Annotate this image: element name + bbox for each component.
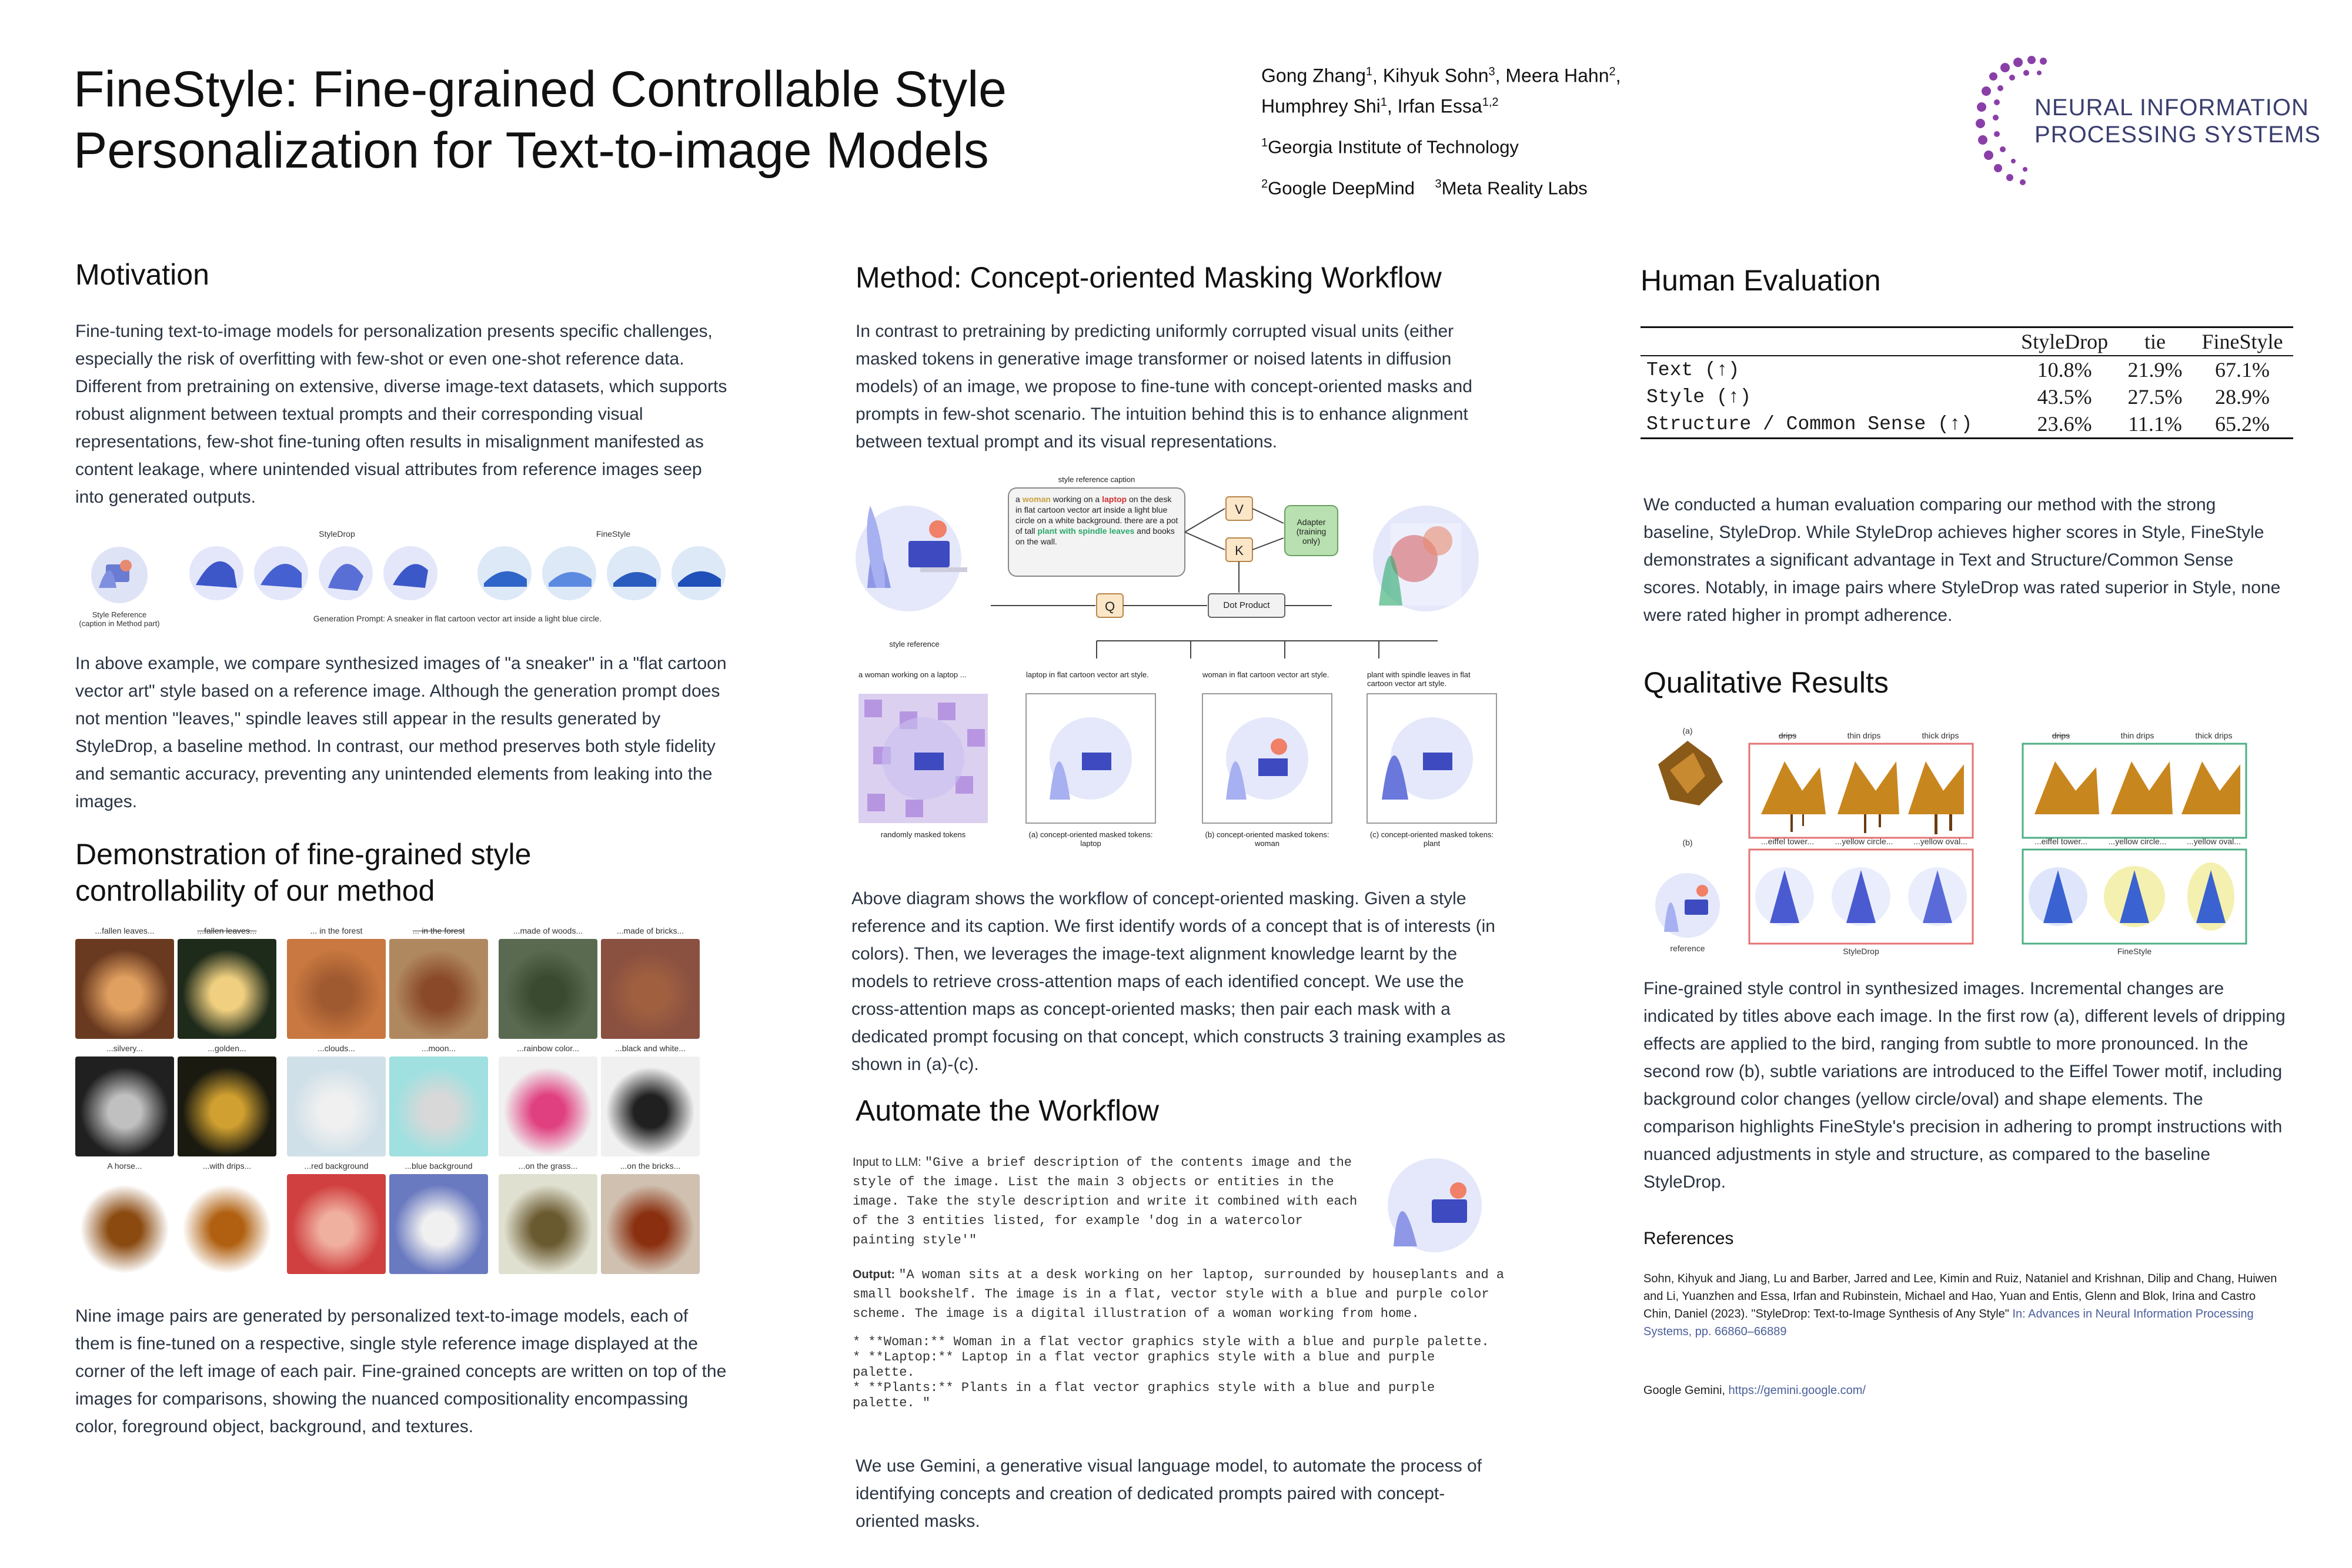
demo-heading-line-2: controllability of our method (75, 874, 435, 907)
caption-laptop: laptop (1102, 494, 1127, 504)
table-row (1641, 410, 2293, 437)
caption-mid-2: on the desk in flat cartoon vector art inside a light blue circle on a white background. there are a pot of tall (1015, 494, 1178, 536)
caption-end: and books on the wall. (1015, 526, 1175, 546)
diagram-k: K (1235, 543, 1244, 558)
poster-title (74, 59, 1132, 181)
fig-label-finestyle: FineStyle (596, 529, 631, 539)
qualitative-top-label: thin drips (1847, 731, 1881, 740)
row-b-label: (b) (1682, 838, 1693, 847)
demo-grid-label: ...silvery... (106, 1044, 143, 1053)
diagram-panel-top-label: plant with spindle leaves in flat cartoon vector art style. (1367, 670, 1471, 688)
demo-grid-label: ...golden... (208, 1044, 246, 1053)
demo-grid-image (389, 1174, 488, 1274)
table-cell: 11.1% (2128, 412, 2182, 436)
caption-mid-1: working on a (1050, 494, 1102, 504)
motivation-heading: Motivation (75, 258, 209, 291)
author-name: , Kihyuk Sohn (1372, 65, 1489, 86)
table-cell: 65.2% (2214, 412, 2270, 436)
llm-input-label: Input to LLM: (853, 1156, 921, 1169)
demo-grid-label: ...fallen leaves... (95, 926, 155, 935)
human-eval-para: We conducted a human evaluation comparing our method with the strong baseline, StyleDrop. While StyleDrop achieves higher scores in Style, FineStyle demonstrates a significant advantage in Text and Structure/Common Sense scores. Notably, in image pairs where StyleDrop was rated superior in Style, none were rated higher in prompt adherence. (1643, 495, 2281, 625)
aff-sup: 3 (1435, 177, 1442, 190)
qualitative-heading: Qualitative Results (1643, 666, 1889, 699)
author-sup: 1,2 (1482, 95, 1499, 109)
qualitative-top-label: drips (1778, 731, 1797, 740)
sneaker-figure (75, 529, 728, 635)
diagram-panel-top-label: laptop in flat cartoon vector art style. (1026, 670, 1149, 679)
demo-grid-image (601, 1057, 700, 1156)
reference-1 (1643, 1270, 2284, 1340)
qualitative-para: Fine-grained style control in synthesized images. Incremental changes are indicated by titles above each image. In the first row (a), different levels of dripping effects are applied to the bird, ranging from subtle to more pronounced. In the second row (b), subtle variations are introduced to the Eiffel Tower motif, including background color changes (yellow circle/oval) and shape elements. The comparison highlights FineStyle's precision in adhering to prompt instructions with nuanced adjustments in style and structure, as compared to the baseline StyleDrop. (1643, 979, 2286, 1192)
author-sup: 3 (1488, 65, 1495, 78)
demo-grid-label: ...fallen leaves... (197, 926, 257, 935)
aff-name: Georgia Institute of Technology (1268, 136, 1519, 158)
reference-1-text: Sohn, Kihyuk and Jiang, Lu and Barber, Jarred and Lee, Kimin and Ruiz, Nataniel and Krishnan, Dilip and Chang, Huiwen and Li, Yuanzhen and Essa, Irfan and Rubinstein, Michael and Hao, Yuan and Entis, Glenn and Blok, Irina and Castro Chin, Daniel (2023). "StyleDrop: Text-to-Image Synthesis of Any Style" (1643, 1272, 2277, 1320)
demo-grid-label: ...made of bricks... (616, 926, 684, 935)
demo-image-grid (75, 926, 710, 1279)
authors-block (1261, 59, 1708, 201)
diagram-panel-top-label: woman in flat cartoon vector art style. (1202, 670, 1329, 679)
author-name: Humphrey Shi (1261, 95, 1381, 117)
diagram-panel-bottom-label: (a) concept-oriented masked tokens: laptop (1028, 830, 1153, 848)
logo-line-2: PROCESSING SYSTEMS (2034, 122, 2321, 148)
demo-grid-image (601, 1174, 700, 1274)
references-heading: References (1643, 1229, 1734, 1248)
reference-2 (1643, 1382, 2284, 1399)
demo-grid-label: ...on the bricks... (620, 1161, 681, 1171)
diagram-dot-product: Dot Product (1223, 600, 1270, 610)
method-heading: Method: Concept-oriented Masking Workflow (856, 261, 1442, 294)
reference-2-link[interactable]: https://gemini.google.com/ (1728, 1384, 1866, 1397)
diagram-panel-bottom-label: (c) concept-oriented masked tokens: plant (1369, 830, 1494, 848)
demo-grid-image (601, 939, 700, 1039)
qualitative-bottom-label: ...yellow oval... (2187, 837, 2241, 846)
demo-grid-label: ...red background (304, 1161, 369, 1171)
author-sup: 2 (1609, 65, 1616, 78)
motivation-para-1: Fine-tuning text-to-image models for personalization presents specific challenges, especially the risk of overfitting with few-shot or even one-shot reference data. Different from pretraining on extensive, diverse image-text datasets, which supports robust alignment between textual prompts and their corresponding visual representations, few-shot fine-tuning often results in misalignment manifested as content leakage, where unintended visual attributes from reference images seep into generated outputs. (75, 322, 727, 507)
table-column-header: tie (2144, 330, 2166, 353)
author-sep: , (1615, 65, 1621, 86)
automate-io-block (853, 1152, 1541, 1411)
diagram-style-ref: style reference (889, 640, 940, 648)
demo-grid-label: ...made of woods... (513, 926, 583, 935)
table-cell: 67.1% (2214, 358, 2270, 382)
demo-grid-image (75, 1057, 174, 1156)
demo-grid-image (178, 1057, 276, 1156)
human-eval-table-wrap (1641, 326, 2293, 439)
logo-line-1: NEURAL INFORMATION (2034, 95, 2309, 121)
demo-grid-image (287, 1057, 386, 1156)
demo-grid-label: ...black and white... (615, 1044, 686, 1053)
llm-output-label: Output: (853, 1268, 896, 1281)
qualitative-top-label: thin drips (2120, 731, 2154, 740)
diagram-panel-bottom-label: (b) concept-oriented masked tokens: woman (1205, 830, 1329, 848)
diagram-v: V (1235, 502, 1244, 517)
aff-name: Google DeepMind (1268, 177, 1415, 198)
caption-plant: plant with spindle leaves (1037, 526, 1135, 536)
qualitative-figure (1643, 726, 2296, 961)
demo-grid-image (75, 939, 174, 1039)
diagram-q: Q (1104, 599, 1115, 614)
table-row-label: Structure / Common Sense (↑) (1646, 413, 1973, 435)
diagram-caption-text (1015, 494, 1179, 547)
llm-output-bullet: * **Woman:** Woman in a flat vector graphics style with a blue and purple palette. (853, 1335, 1489, 1349)
demo-grid-image (389, 1057, 488, 1156)
demo-grid-image (389, 939, 488, 1039)
demo-grid-image (499, 1174, 597, 1274)
author-name: , Irfan Essa (1387, 95, 1482, 117)
motivation-para-2: In above example, we compare synthesized images of "a sneaker" in a "flat cartoon vector art" style based on a reference image. Although the generation prompt does not mention "leaves," spindle leaves still appear in the results generated by StyleDrop, a baseline method. In contrast, our method preserves both style fidelity and semantic accuracy, preventing any unintended elements from leaking into the images. (75, 654, 727, 811)
group-styledrop-label: StyleDrop (1843, 947, 1879, 956)
llm-output-bullet: * **Laptop:** Laptop in a flat vector graphics style with a blue and purple palette. (853, 1350, 1435, 1380)
author-name: , Meera Hahn (1495, 65, 1609, 86)
llm-output (853, 1265, 1541, 1323)
table-rule-bottom (1641, 437, 2293, 439)
demo-grid-image (499, 1057, 597, 1156)
table-column-header: StyleDrop (2021, 330, 2109, 353)
demo-grid-image (287, 1174, 386, 1274)
authors-line-1 (1261, 59, 1708, 89)
method-para-2: Above diagram shows the workflow of concept-oriented masking. Given a style reference and its caption. We first identify words of a concept that is of interests (in colors). Then, we leverages the image-text alignment knowledge learnt by the models to retrieve cross-attention maps of each identified concept. We use the cross-attention maps as concept-oriented masks; then pair each mask with a dedicated prompt focusing on that concept, which constructs 3 training examples as shown in (a)-(c). (851, 889, 1506, 1074)
qualitative-top-label: thick drips (2195, 731, 2233, 740)
automate-heading: Automate the Workflow (856, 1094, 1159, 1127)
qualitative-bottom-label: ...yellow circle... (2108, 837, 2167, 846)
demo-grid-image (75, 1174, 174, 1274)
table-header-row (1641, 328, 2293, 356)
title-line-1: FineStyle: Fine-grained Controllable Style (74, 61, 1007, 118)
table-row (1641, 383, 2293, 410)
table-cell: 21.9% (2127, 358, 2183, 382)
diagram-panel-bottom-label: randomly masked tokens (880, 830, 966, 839)
reference-2-text: Google Gemini, (1643, 1384, 1729, 1397)
demo-grid-image (287, 939, 386, 1039)
demo-grid-label: ...with drips... (202, 1161, 252, 1171)
demo-heading-line-1: Demonstration of fine-grained style (75, 838, 532, 871)
method-diagram-graphic (850, 470, 1520, 858)
row-a-label: (a) (1682, 726, 1693, 735)
group-finestyle-label: FineStyle (2117, 947, 2152, 956)
table-row (1641, 356, 2293, 383)
demo-heading (75, 836, 531, 909)
automate-para: We use Gemini, a generative visual language model, to automate the process of identifying concepts and creation of dedicated prompts paired with concept-oriented masks. (856, 1456, 1482, 1531)
aff-sup: 1 (1261, 136, 1268, 150)
demo-grid-image (178, 939, 276, 1039)
caption-pre: a (1015, 494, 1023, 504)
llm-output-bullet: * **Plants:** Plants in a flat vector graphics style with a blue and purple palette. " (853, 1380, 1435, 1410)
table-cell: 28.9% (2214, 385, 2270, 409)
authors-line-2 (1261, 89, 1708, 120)
reference-1-link[interactable]: In: Advances in Neural Information Processing Systems, pp. 66860–66889 (1643, 1308, 2254, 1338)
demo-grid-label: ...rainbow color... (517, 1044, 579, 1053)
affiliation-1 (1261, 130, 1708, 160)
llm-input-text: "Give a brief description of the contents image and the style of the image. List the main 3 objects or entities in the image. Take the style description and write it combined with each of the 3 entities listed, for example 'dog in a watercolor painting style'" (853, 1155, 1358, 1248)
demo-grid-label: ...moon... (421, 1044, 456, 1053)
demo-grid-image (499, 939, 597, 1039)
diagram-caption-title: style reference caption (1058, 475, 1135, 484)
table-cell: 23.6% (2037, 412, 2092, 436)
qualitative-top-label: drips (2052, 731, 2070, 740)
author-name: Gong Zhang (1261, 65, 1366, 86)
neurips-logo (1970, 41, 2323, 200)
demo-grid-label: ...blue background (405, 1161, 473, 1171)
demo-grid-label: ... in the forest (310, 926, 363, 935)
aff-sup: 2 (1261, 177, 1268, 190)
demo-grid-label: A horse... (107, 1161, 142, 1171)
demo-grid-label: ...on the grass... (518, 1161, 578, 1171)
table-cell: 27.5% (2127, 385, 2183, 409)
method-diagram (850, 470, 1520, 858)
human-eval-table (1641, 328, 2293, 437)
aff-name: Meta Reality Labs (1441, 177, 1588, 198)
workflow-reference-thumbnail (1376, 1152, 1494, 1270)
diagram-adapter: Adapter (training only) (1296, 517, 1327, 546)
qualitative-bottom-label: ...yellow circle... (1835, 837, 1893, 846)
title-line-2: Personalization for Text-to-image Models (74, 122, 989, 179)
qualitative-bottom-label: ...yellow oval... (1913, 837, 1967, 846)
logo-text (2034, 94, 2321, 148)
caption-woman: woman (1022, 494, 1051, 504)
llm-output-text: "A woman sits at a desk working on her laptop, surrounded by houseplants and a small bookshelf. The image is in a flat, vector style with a blue and purple color scheme. The image is a digital illustration of a woman working from home. (853, 1268, 1505, 1321)
fig-label-styledrop: StyleDrop (319, 529, 355, 539)
table-cell: 10.8% (2037, 358, 2092, 382)
method-para-1: In contrast to pretraining by predicting uniformly corrupted visual units (either masked tokens in generative image transformer or noised latents in diffusion models) of an image, we propose to fine-tune with concept-oriented masks and prompts in few-shot scenario. The intuition behind this is to enhance alignment between textual prompt and its visual representations. (856, 322, 1472, 452)
demo-para: Nine image pairs are generated by personalized text-to-image models, each of them is fine-tuned on a respective, single style reference image displayed at the corner of the left image of each pair. Fine-grained concepts are written on top of the images for comparisons, showing the nuanced compositionality encompassing color, foreground object, background, and textures. (75, 1306, 727, 1436)
qualitative-top-label: thick drips (1922, 731, 1959, 740)
fig-label-ref: Style Reference (caption in Method part) (79, 610, 160, 628)
demo-grid-label: ...clouds... (318, 1044, 355, 1053)
qualitative-bottom-label: ...eiffel tower... (2034, 837, 2087, 846)
table-cell: 43.5% (2037, 385, 2092, 409)
fig-label-prompt: Generation Prompt: A sneaker in flat cartoon vector art inside a light blue circle. (313, 614, 602, 623)
table-column-header (1641, 328, 2010, 356)
demo-grid-image (178, 1174, 276, 1274)
diagram-panel-top-label: a woman working on a laptop ... (858, 670, 967, 679)
reference-label: reference (1670, 944, 1705, 953)
author-sup: 1 (1365, 65, 1373, 78)
demo-grid-label: ... in the forest (412, 926, 465, 935)
qualitative-bottom-label: ...eiffel tower... (1760, 837, 1814, 846)
table-row-label: Text (↑) (1646, 359, 1740, 381)
table-row-label: Style (↑) (1646, 386, 1752, 408)
human-eval-heading: Human Evaluation (1641, 264, 1881, 297)
llm-output-bullets (853, 1335, 1499, 1411)
llm-input (853, 1152, 1358, 1249)
table-column-header: FineStyle (2201, 330, 2283, 353)
author-sup: 1 (1380, 95, 1387, 109)
affiliation-2-3 (1261, 171, 1708, 201)
